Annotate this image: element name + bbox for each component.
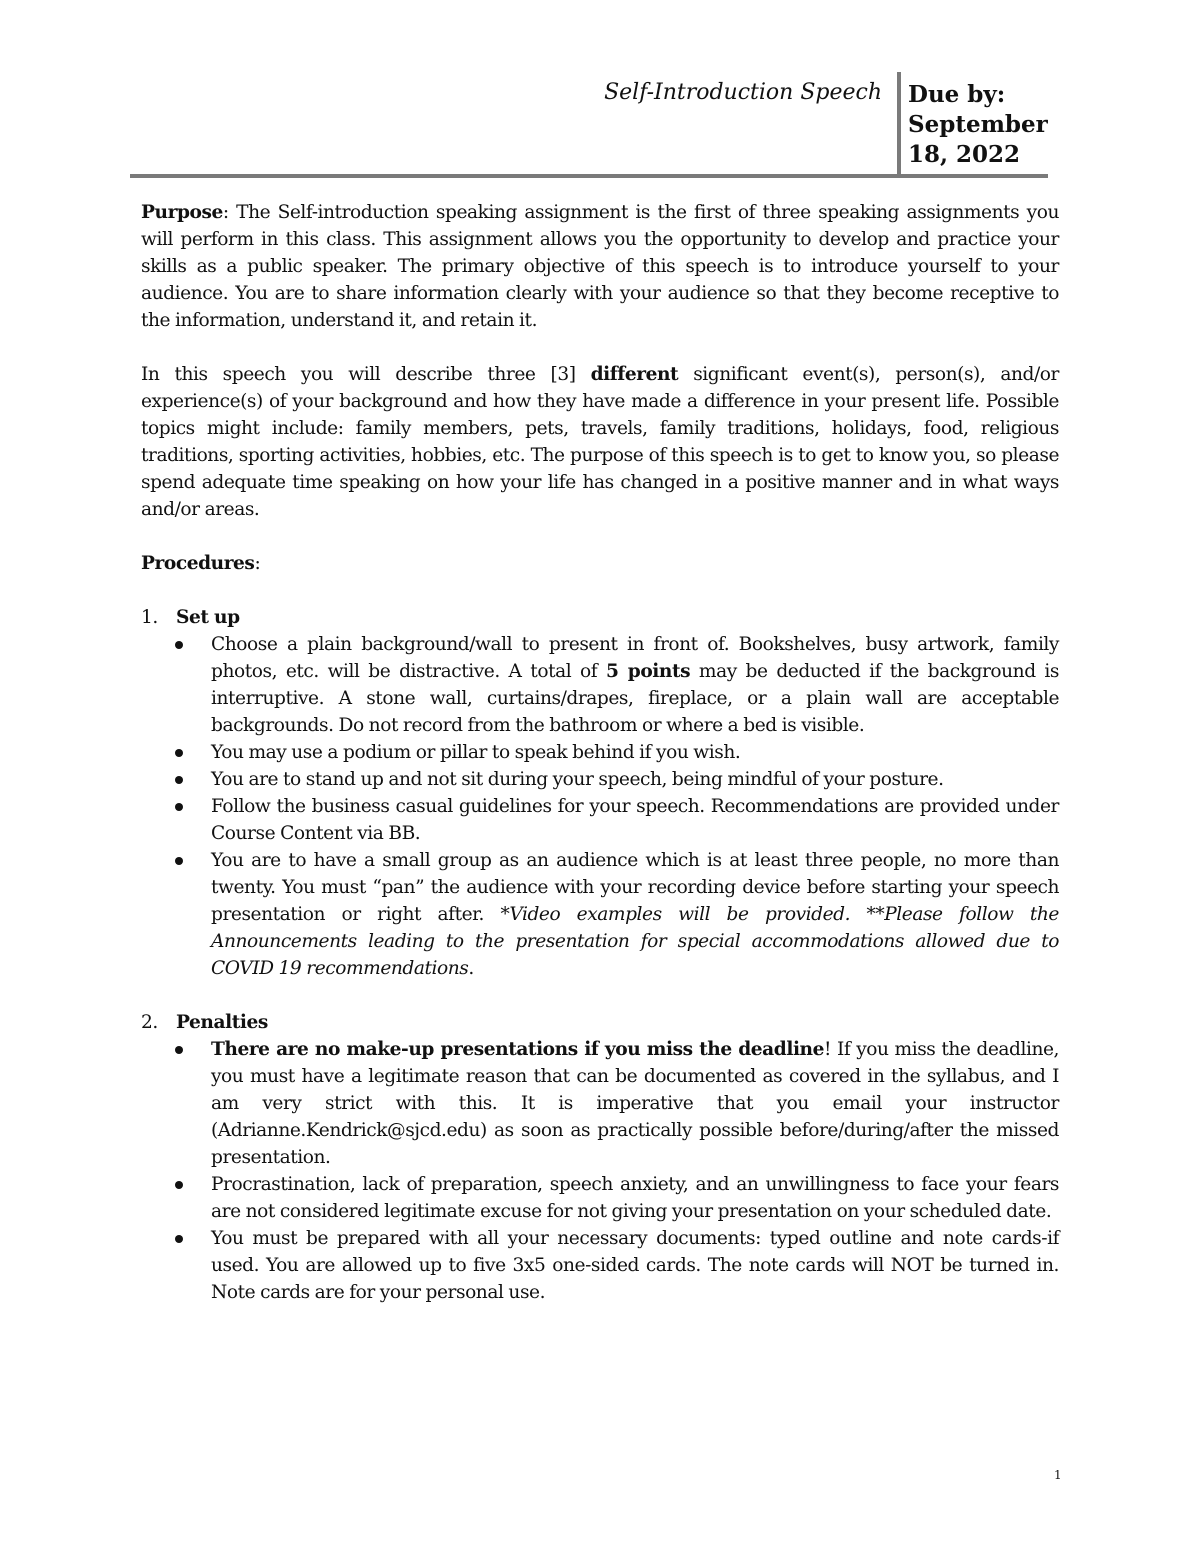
- list-item: [211, 847, 1059, 982]
- setup-bullet-1-start: Choose a plain background/wall to present in front of. Bookshelves, busy artwork, family photos, etc. will be distractive. A total of: [211, 634, 1059, 682]
- setup-number: 1.: [141, 607, 158, 628]
- bullet-icon: [175, 641, 183, 649]
- list-item: [211, 1225, 1059, 1306]
- bullet-icon: [175, 857, 183, 865]
- bullet-icon: [175, 1181, 183, 1189]
- penalties-section: [141, 1009, 1059, 1306]
- description-text-end: significant event(s), person(s), and/or experience(s) of your background and how they have made a difference in your present life. Possible topics might include: family members, pets, travels, family traditions, holidays, food, religious traditions, sporting activities, hobbies, etc. The purpose of this speech is to get to know you, so please spend adequate time speaking on how your life has changed in a positive manner and in what ways and/or areas.: [141, 364, 1059, 520]
- header-rule: [130, 174, 1048, 178]
- list-item: [211, 1036, 1059, 1171]
- setup-section: [141, 604, 1059, 982]
- procedures-colon: :: [254, 553, 261, 574]
- purpose-label: Purpose: [141, 202, 223, 223]
- penalties-number: 2.: [141, 1012, 158, 1033]
- bullet-icon: [175, 749, 183, 757]
- bullet-icon: [175, 803, 183, 811]
- penalties-bullet-1-bold: There are no make-up presentations if you miss the deadline: [211, 1039, 825, 1060]
- setup-bullet-5-italic: *Video examples will be provided. **Please follow the Announcements leading to the presentation for special accommodations allowed due to COVID 19 recommendations: [211, 904, 1059, 979]
- bullet-icon: [175, 1235, 183, 1243]
- due-date-block: [908, 80, 1058, 170]
- penalties-bullet-2: Procrastination, lack of preparation, speech anxiety, and an unwillingness to face your fears are not considered legitimate excuse for not giving your presentation on your scheduled date.: [211, 1174, 1059, 1222]
- penalties-title: Penalties: [176, 1012, 268, 1033]
- due-label: Due by:: [908, 81, 1006, 108]
- penalties-bullet-3: You must be prepared with all your necessary documents: typed outline and note cards-if used. You are allowed up to five 3x5 one-sided cards. The note cards will NOT be turned in. Note cards are for your personal use.: [211, 1228, 1059, 1303]
- due-day-year: 18, 2022: [908, 141, 1021, 168]
- setup-title: Set up: [176, 607, 240, 628]
- purpose-text: : The Self-introduction speaking assignment is the first of three speaking assignments you will perform in this class. This assignment allows you the opportunity to develop and practice your skills as a public speaker. The primary objective of this speech is to introduce yourself to your audience. You are to share information clearly with your audience so that they become receptive to the information, understand it, and retain it.: [141, 202, 1059, 331]
- page-number: 1: [1054, 1468, 1062, 1482]
- page-header: [130, 72, 1048, 178]
- bullet-icon: [175, 776, 183, 784]
- setup-bullet-list: [141, 631, 1059, 982]
- bullet-icon: [175, 1046, 183, 1054]
- due-month: September: [908, 111, 1048, 138]
- setup-bullet-5-end: .: [468, 958, 474, 979]
- list-item: [211, 793, 1059, 847]
- penalties-bullet-1-text: ! If you miss the deadline, you must have a legitimate reason that can be documented as covered in the syllabus, and I am very strict with this. It is imperative that you email your instructor (Adrianne.Kendrick@sjcd.edu) as soon as practically possible before/during/after the missed presentation.: [211, 1039, 1059, 1168]
- list-item: [211, 739, 1059, 766]
- procedures-heading: [141, 550, 1059, 577]
- header-divider: [897, 72, 901, 178]
- setup-bullet-3: You are to stand up and not sit during your speech, being mindful of your posture.: [211, 769, 944, 790]
- setup-bullet-5-start: You are to have a small group as an audience which is at least three people, no more than twenty. You must “pan” the audience with your recording device before starting your speech presentation or right after.: [211, 850, 1059, 925]
- document-title: Self-Introduction Speech: [604, 80, 882, 105]
- description-emphasis: different: [590, 364, 679, 385]
- description-text-start: In this speech you will describe three [3]: [141, 364, 591, 385]
- document-body: [141, 199, 1059, 1306]
- purpose-paragraph: [141, 199, 1059, 334]
- list-item: [211, 1171, 1059, 1225]
- section-spacer: [141, 982, 1059, 1009]
- setup-bullet-4: Follow the business casual guidelines for your speech. Recommendations are provided under Course Content via BB.: [211, 796, 1059, 844]
- list-item: [211, 631, 1059, 739]
- list-item: [211, 766, 1059, 793]
- setup-bullet-2: You may use a podium or pillar to speak behind if you wish.: [211, 742, 741, 763]
- penalties-bullet-list: [141, 1036, 1059, 1306]
- setup-bullet-1-bold: 5 points: [605, 661, 691, 682]
- procedures-label: Procedures: [141, 553, 255, 574]
- description-paragraph: [141, 361, 1059, 523]
- setup-bullet-1-end: may be deducted if the background is interruptive. A stone wall, curtains/drapes, fireplace, or a plain wall are acceptable backgrounds. Do not record from the bathroom or where a bed is visible.: [211, 661, 1060, 736]
